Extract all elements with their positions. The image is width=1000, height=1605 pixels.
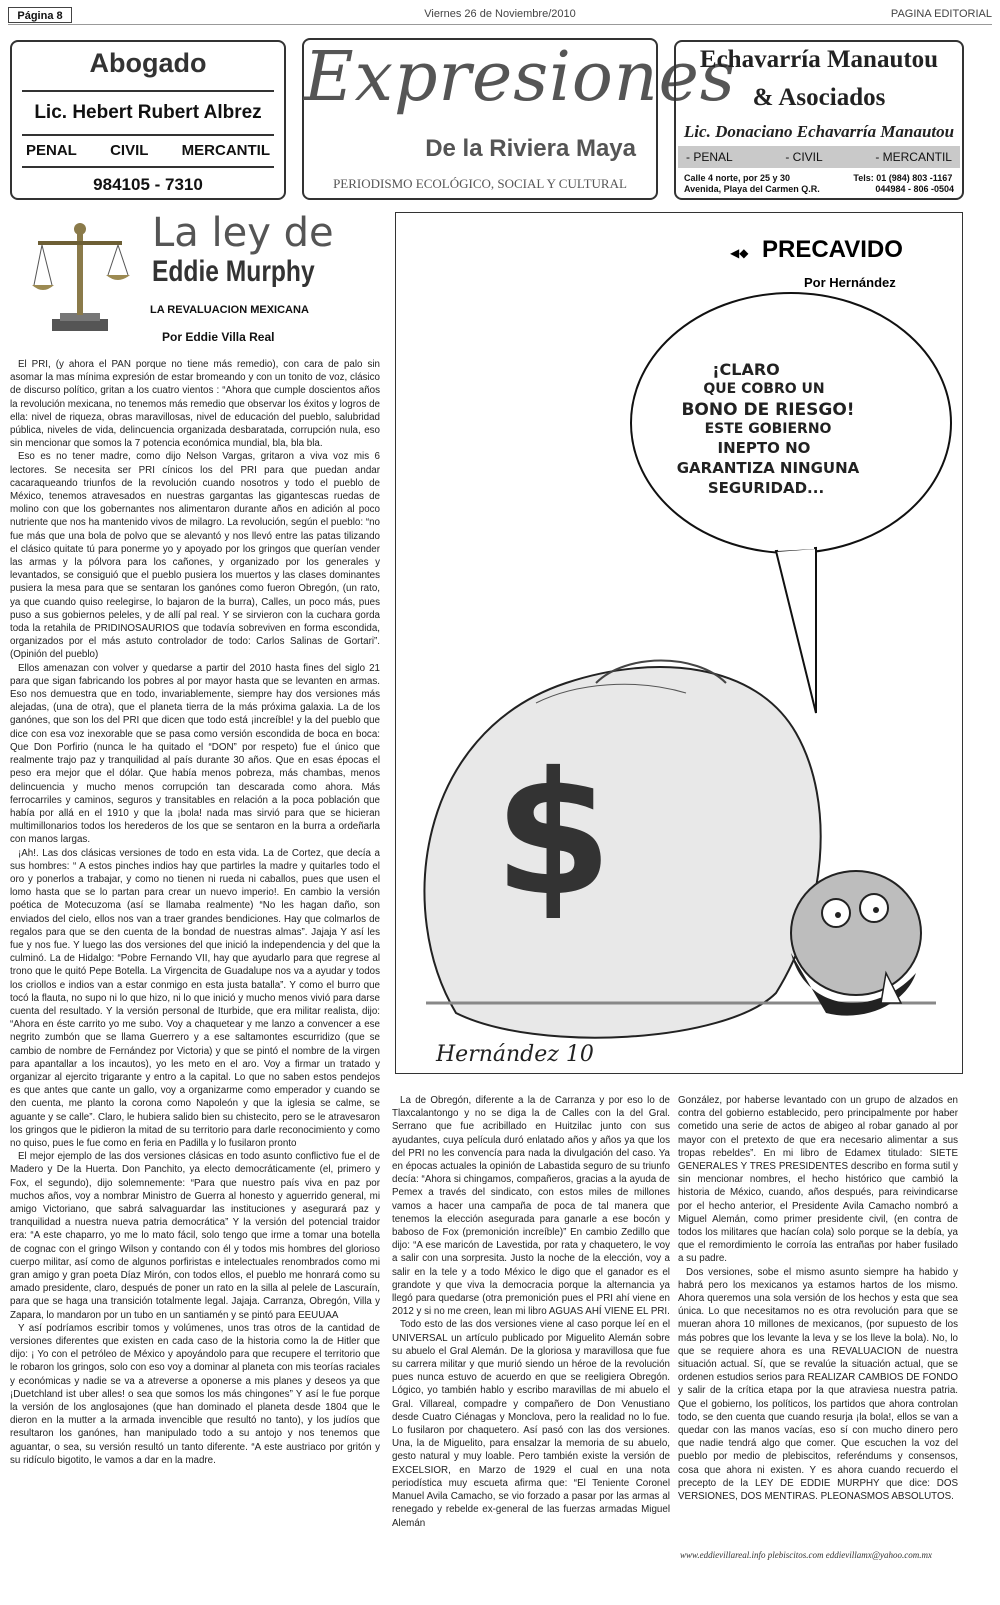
- article-title-line1: La ley de: [152, 210, 334, 256]
- article-column-2: [392, 1094, 670, 1564]
- ad-phone: 984105 - 7310: [93, 175, 203, 194]
- phone-line: 044984 - 806 -0504: [875, 184, 954, 194]
- article-footer-links[interactable]: www.eddievillareal.info plebiscitos.com eddievillamx@yahoo.com.mx: [680, 1550, 932, 1560]
- ad-area: MERCANTIL: [181, 142, 270, 159]
- page-number: Página 8: [8, 7, 72, 23]
- firm-area: - PENAL: [686, 150, 733, 164]
- paragraph: ¡Ah!. Las dos clásicas versiones de todo en esta vida. La de Cortez, que decía a sus hombres: “ A estos pinches indios hay que partirles la madre y quitarles todo el oro y ponerlos a trabajar, y como no tienen ni rueda ni caballos, pues que usen el lomo hasta que se lo partan para crear un nuevo imperio!. En cambio la versión poética de Motecuzoma (así se llamaba realmente) “No les hagan daño, son enviados del cielo, ellos nos van a traer grandes bendiciones. Hay que colmarlos de regalos para que se den cuenta de la bondad de nuestras almas”. Jajaja Y así les fue y nos fue. Y luego las dos versiones del que inició la independencia y del que la culminó. La de Hidalgo: “Pobre Fernando VII, hay que ayudarlo para que regrese al trono que le quitó Pepe Botella. La Virgencita de Guadalupe nos va a ayudar y todos los criollos e indios van a estar conmigo en esta justa batalla”. Y como el burro que tocó la flauta, no supo ni lo que hizo, ni lo que inició y mucho menos vivió para darse cuenta del resultado. Y la versión personal de Iturbide, que era militar realista, dijo: “Ahora en éste carrito yo me subo. Voy a chaquetear y me lanzo a convencer a ese negrito zumbón que se llama Guerrero y a ese saltamontes escurridizo (que se cambio de nombre de Fernández por Victoria) y que se pintó el nombre de la virgen para apantallar a los incautos), yo les meto en el aro. Voy a firmar un tratado y organizar al ejercito trigarante y entro a la capital. Lo que no saben estos pendejos es que antes que cante un gallo, voy a organizarme como emperador y cuando se den cuenta, me planto la corona como Napoleón y que la iglesia se calme, se aguante y se calle”. Claro, le hubiera salido bien su chistecito, pero se le atravesaron los gringos que le pidieron la mitad de su territorio para darle reconocimiento y como no quiso, pues le fue como en feria en Padilla y lo fusilaron pronto: [10, 847, 380, 1149]
- paragraph: Ellos amenazan con volver y quedarse a partir del 2010 hasta fines del siglo 21 para que sigan fabricando los pobres al por mayor hasta que se levanten en armas. Eso nos demuestra que en todo, invariablemente, siempre hay dos versiones más alejadas, (una de otra), que el planeta tierra de la más próxima galaxia. La de los ganónes, que son los del PRI que dicen que todo está ¡increíble! y la del pueblo que dice con esa voz inexorable que se pasa como versión escondida de boca en boca: Que Don Porfirio (nunca le ha quitado el “DON” por respeto) fue el único que realmente trajo paz y tranquilidad al país durante 30 años. Que en esas épocas el peso era mejor que el dólar. Que había menos pobreza, más chambas, menos delincuencia y mucho menos corrupción tan descarada como ahora. Más ferrocarriles y caminos, seguros y transitables en relación a la poca población que había por allá en el 1910 y que la ¡bola! nada mas sirvió para que se hicieran multimillonarios todos los herederos de los que se sentaron en la burra a ordeñarla con manos largas.: [10, 662, 380, 846]
- paragraph: Dos versiones, sobe el mismo asunto siempre ha habido y habrá pero los mexicanos ya estamos hartos de los mismo. Ahora queremos una sola versión de los hechos y esta que sea única. Lo que necesitamos no es otra revolución para que se mueran ahora 10 millones de mexicanos, (por supuesto de los más pobres que los levante la leva y se los lleve la bola). No, lo que se requiere ahora es una REVALUACION de nuestra situación actual. Sí, que se revalúe la situación actual, que se ordenen estudios serios para REALIZAR CAMBIOS DE FONDO y salir de la crítica etapa por la que atraviesa nuestra patria. Que el gobierno, los políticos, los partidos que ahora controlan todo, se den cuenta que cuando resurja ¡la bola!, ellos se van a quedar con las manos vacías, eso sí con mucho dinero pero que nadie tendrá algo que comer. Que escuchen la voz del pueblo por medio de plebiscitos, referéndums y consensos, cosa que ahora ni existen. Y es ahora cuando recuerdo el precepto de la LEY DE EDDIE MURPHY que dice: DOS VERSIONES, DOS MENTIRAS. PLEONASMOS ABSOLUTOS.: [678, 1266, 958, 1503]
- speech-line: INEPTO NO: [717, 439, 811, 457]
- paragraph: Y así podríamos escribir tomos y volúmenes, unos tras otros de la cantidad de versiones diferentes que existen en cada caso de la historia como la de Hitler que dijo: ¡ Yo con el petróleo de México y apoyándolo para que recupere el territorio que le robaron los gringos, solo con eso voy a dominar al planeta con mis teorías raciales y económicas y nadie se va a atreverse a oponerse a mis planes y deseos ya que ¡Duetchland ist uber alles! o sea que somos los más chingones” Y así le fue porque la versión de los anglosajones (que han dominado el planeta desde 1804 que le dieron en la mutter a la armada invencible que resultó no tanto), y los judíos que resultaron los ganónes, han manipulado todo a su antojo y nos tenemos que aguantar, o sea, su versión resultó un tanto diferente. “A este austriaco por gritón y su ridículo bigotito, le vamos a dar en la madre.: [10, 1322, 380, 1466]
- section-name: PAGINA EDITORIAL: [890, 8, 992, 20]
- paragraph: El PRI, (y ahora el PAN porque no tiene más remedio), con cara de palo sin asomar la mas mínima expresión de estar bromeando y con un tonito de voz, clásico de discurso político, gritan a los cuatro vientos : “Ahora que cumple doscientos años la revolución mexicana, no tenemos más remedio que observar los éxitos y logros de ella: nivel de riqueza, obras maravillosas, nivel de educación del pueblo, salubridad pública, niveles de vida, delincuencia organizada desbaratada, corrupción nula, eso sin mencionar que somos la 7 potencia económica mundial, bla, bla bla.: [10, 359, 380, 450]
- lawyer-ad: [10, 40, 286, 200]
- money-bag: [425, 667, 821, 1038]
- masthead-tagline: PERIODISMO ECOLÓGICO, SOCIAL Y CULTURAL: [333, 176, 627, 191]
- speech-line: BONO DE RIESGO!: [681, 400, 855, 420]
- firm-address: [684, 173, 820, 195]
- ad-title: Abogado: [89, 48, 207, 78]
- article-byline: Por Eddie Villa Real: [162, 330, 275, 344]
- address-line: Calle 4 norte, por 25 y 30: [684, 173, 791, 183]
- masthead-subtitle: De la Riviera Maya: [425, 135, 636, 162]
- cartoon-author: Por Hernández: [804, 275, 896, 290]
- article-column-1: [10, 358, 380, 1598]
- paragraph: Todo esto de las dos versiones viene al caso porque leí en el UNIVERSAL un artículo publicado por Miguelito Alemán sobre su abuelo el Gral Alemán. De la gloriosa y maravillosa que fue su carrera militar y que murió siendo un héroe de la revolución pues nunca estuvo de acuerdo en que se reeligiera Obregón. Lógico, yo también hablo y escribo maravillas de mi abuelo el Gral. Villareal, compadre y compañero de Don Venustiano desde Cuatro Ciénagas y Monclova, pero la realidad no lo fue. Lo fusilaron por chaquetero. Así pasó con las dos versiones. Una, la de Miguelito, para ensalzar la memoria de su abuelo, gesto natural y muy loable. Pero también existe la versión de EXCELSIOR, en Marzo de 1929 el cual en una nota periodística muy escueta afirma que: “El Teniente Coronel Manuel Avila Camacho, se vio forzado a pasar por las armas al renegado y rebelde ex-general de las fuerzas armadas Miguel Alemán: [392, 1319, 670, 1529]
- firm-name: Echavarría Manautou: [699, 46, 939, 73]
- firm-phones: [853, 173, 954, 195]
- ad-areas: [26, 142, 270, 159]
- paragraph: González, por haberse levantado con un grupo de alzados en contra del gobierno establecido, pero principalmente por haber cometido una serie de actos de abigeo al robar ganado al por mayor con el pretexto de que era necesario alimentar a sus tropas rebeldes”. En mi libro de Edamex titulado: SIETE GENERALES Y TRES PRESIDENTES describo en forma sutil y sin mencionar nombres, el hecho histórico que cambió la historia de México, cuando, años después, para reivindicarse por el hecho anterior, el Presidente Avila Camacho nombró a Miguel Alemán, como primer presidente civil, (en contra de todos los militares que hacían cola) solo porque se la debía, ya que el remordimiento le corroía las entrañas por haber fusilado a su padre.: [678, 1095, 958, 1265]
- masthead-logo: Expresiones: [304, 38, 736, 117]
- speech-line: GARANTIZA NINGUNA: [676, 459, 860, 477]
- speech-line: SEGURIDAD...: [707, 479, 825, 497]
- article-title-line2: Eddie Murphy: [152, 255, 315, 288]
- dollar-sign-icon: $: [494, 736, 613, 934]
- phone-line: Tels: 01 (984) 803 -1167: [853, 173, 953, 183]
- issue-date: Viernes 26 de Noviembre/2010: [424, 8, 576, 20]
- divider: [22, 166, 274, 168]
- paragraph: La de Obregón, diferente a la de Carranza y por eso lo de Tlaxcalantongo y no se diga la de Calles con la del Gral. Serrano que fue acribillado en Huitzilac junto con sus ayudantes, cuya película duró enlatado años y años ya que los del PRI no les convencía para nada la divulgación del caso. Ya en épocas actuales la opinión de Labastida seguro de su triunfo decía: “Ahora si chingamos, compañeros, gracias a la ayuda de Pemex a través del sindicato, con estos miles de millones vamos a hacer una campaña de poca de tal manera que tenemos la elección asegurada para ganarle a ese bocón y baboso de Fox (premonición increíble)” En cambio Zedillo que dijo: “A ese maricón de Lavestida, por rata y chaquetero, le voy a salir con una sorpresita. Justo la noche de la elección, voy a salir en la tele y a todo México le digo que el ganador es el grandote y que viva la democracia porque la alternancia ya llegó para quedarse (otra premonición pues el PRI ahí viene en 2012 y si no me creen, lean mi libro AGUAS AHÍ VIENE EL PRI.: [392, 1095, 670, 1318]
- cartoon-title: PRECAVIDO: [762, 236, 903, 263]
- character-head: [791, 871, 921, 995]
- firm-area: - CIVIL: [785, 150, 823, 164]
- law-firm-ad: [674, 40, 964, 200]
- speech-line: QUE COBRO UN: [703, 381, 825, 397]
- cartoon-arrow-icon: ◀◆: [730, 246, 749, 260]
- speech-line: ¡CLARO: [712, 360, 780, 379]
- firm-area: - MERCANTIL: [875, 150, 952, 164]
- cartoon-drawing: [396, 213, 963, 1074]
- cartoonist-signature: Hernández 10: [436, 1042, 594, 1067]
- firm-lawyer: Lic. Donaciano Echavarría Manautou: [683, 122, 955, 141]
- scales-of-justice-icon: [30, 215, 130, 335]
- speech-line: ESTE GOBIERNO: [704, 421, 832, 437]
- article-column-3: [678, 1094, 958, 1542]
- firm-name-2: & Asociados: [752, 84, 886, 111]
- divider: [22, 90, 274, 92]
- divider: [22, 134, 274, 136]
- speech-tail: [776, 548, 816, 713]
- address-line: Avenida, Playa del Carmen Q.R.: [684, 184, 820, 194]
- ad-area: PENAL: [26, 142, 77, 159]
- firm-areas: [678, 146, 960, 168]
- article-kicker: LA REVALUACION MEXICANA: [150, 304, 309, 316]
- ad-area: CIVIL: [110, 142, 149, 159]
- ad-name: Lic. Hebert Rubert Albrez: [34, 102, 262, 123]
- paragraph: El mejor ejemplo de las dos versiones clásicas en todo asunto conflictivo fue el de Madero y De la Huerta. Don Panchito, ya electo democráticamente (el, primero y Fox, el segundo), dijo solemnemente: “Para que nuestro país viva en paz por muchos años, voy a nombrar Ministro de Guerra al honesto y aguerrido general, mi amigo Victoriano, que sabrá salvaguardar las instituciones y asegurará paz y tranquilidad a nuestra nueva patria democrática” Y la versión del potencial traidor era: “A este chaparro, yo me lo mato fácil, solo tengo que irme a tomar una botella de cognac con el gringo Wilson y contando con él y todos mis hombres del glorioso cuerpo militar, así como de algunos porfiristas e intelectuales renombrados como mi gran amigo y gran poeta Díaz Mirón, con todos ellos, el pueblo me honrará como su amado presidente, claro, después de poner un rato en la silla al pelele de Lascuraín, para que se haga una transición totalmente legal. Jajaja. Carranza, Obregón, Villa y Zapara, lo mandaron por un tubo en un santiamén y se pintó para EEUUAA: [10, 1151, 380, 1321]
- editorial-cartoon: [395, 212, 963, 1074]
- paragraph: Eso es no tener madre, como dijo Nelson Vargas, gritaron a viva voz mis 6 lectores. Se necesita ser PRI cínicos los del PRI para que puedan andar cacaraqueando triunfos de la revolución cuando nosotros y todo el pueblo de México, tenemos atravesados en nuestras gargantas las gigantescas ruedas de molino con que los gobernantes nos alimentaron durante años en adición al poco nutriente que nos ha mantenido vivos de milagro. La revolución, según el pueblo: “no fue más que una bola de polvo que se alevantó y nos llevó entre las patas tilizando el clásico quitate tú para ponerme yo y apoyado por los gringos que querían vender las armas y la pólvora para los cañones, y organizado por los generales y levantados, se consiguió que el pueblo pusiera los muertos y las clases dominantes pusiera la mesa para que se sentaran los ganónes como fueron Obregón, (un rato, ya que cuando quiso reelegirse, lo bajaron de la burra), Calles, un poco más, pues puso a sus gobiernos peleles, y de allí pal real. Y se sirvieron con la cuchara gorda toda la retahila de PRIDINOSAURIOS que todavía sobreviven en forma escondida, organizados por el más astuto controlador de todo: Carlos Salinas de Gortari”. (Opinión del pueblo): [10, 451, 380, 661]
